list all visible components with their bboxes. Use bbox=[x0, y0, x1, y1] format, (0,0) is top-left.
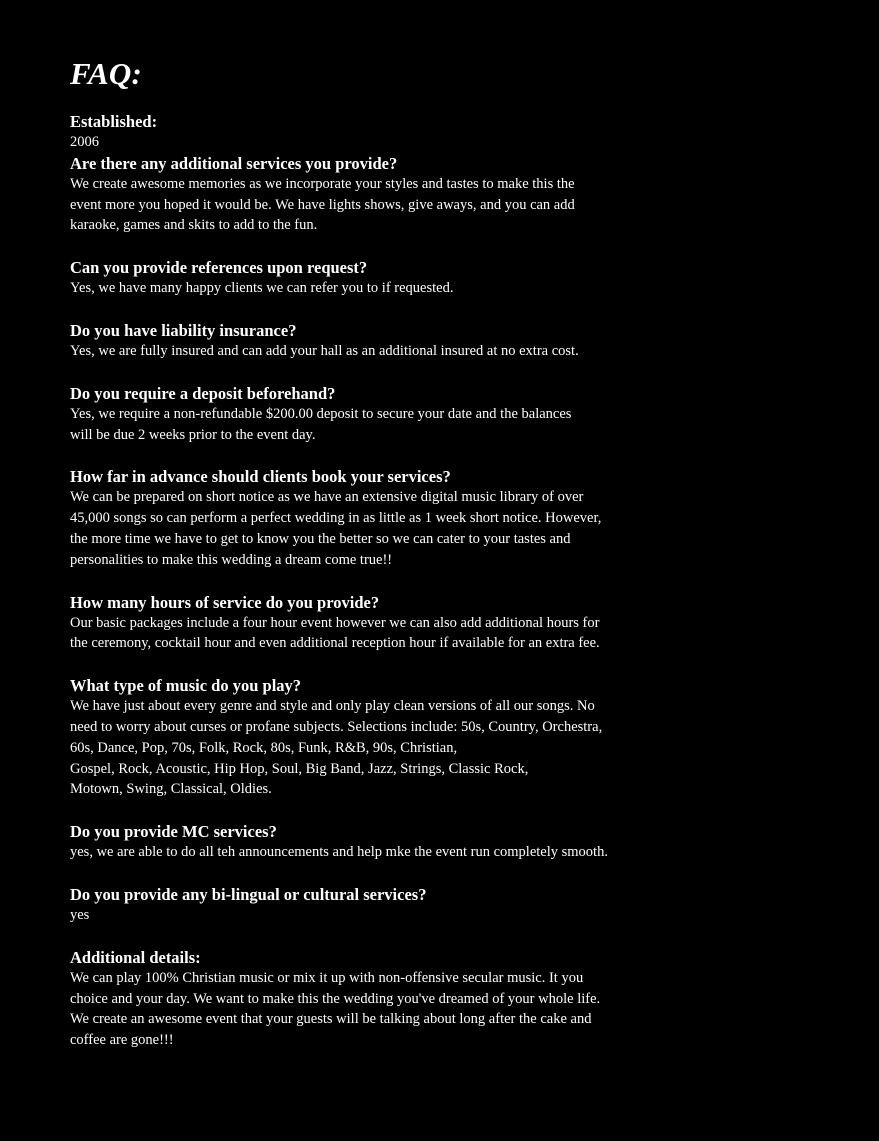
faq-question: Established: bbox=[70, 112, 158, 131]
faq-item-additional-details bbox=[70, 947, 830, 1051]
faq-answer: We create awesome memories as we incorporate your styles and tastes to make this the event more you hoped it would be. We have lights shows, give aways, and you can add karaoke, games and skits to add to the fun. bbox=[70, 175, 575, 234]
page-title: FAQ: bbox=[70, 56, 143, 91]
faq-item-music-type bbox=[70, 675, 830, 800]
faq-question: Do you have liability insurance? bbox=[70, 320, 297, 340]
faq-item-mc-services bbox=[70, 821, 830, 863]
faq-item-liability-insurance bbox=[70, 320, 830, 362]
faq-answer: Yes, we are fully insured and can add your hall as an additional insured at no extra cost. bbox=[70, 342, 579, 359]
faq-answer: Yes, we have many happy clients we can refer you to if requested. bbox=[70, 280, 454, 297]
faq-item-bilingual-services bbox=[70, 884, 830, 926]
faq-item-deposit bbox=[70, 383, 830, 446]
faq-question: How many hours of service do you provide? bbox=[70, 592, 380, 612]
faq-question: Are there any additional services you provide? bbox=[70, 153, 398, 173]
faq-question: Additional details: bbox=[70, 947, 201, 967]
faq-question: Do you require a deposit beforehand? bbox=[70, 383, 336, 403]
faq-answer: Yes, we require a non-refundable $200.00 deposit to secure your date and the balances will be due 2 weeks prior to the event day. bbox=[70, 405, 572, 443]
faq-question: How far in advance should clients book your services? bbox=[70, 467, 451, 487]
faq-item-hours-of-service bbox=[70, 592, 830, 655]
faq-item-additional-services bbox=[70, 153, 830, 236]
faq-answer: We can be prepared on short notice as we have an extensive digital music library of over 45,000 songs so can perform a perfect wedding in as little as 1 week short notice. However, the more time we have to get to know you the better so we can cater to your tastes and personalities to make this wedding a dream come true!! bbox=[70, 489, 602, 568]
faq-question: Do you provide MC services? bbox=[70, 822, 277, 842]
faq-question: Do you provide any bi-lingual or cultural services? bbox=[70, 884, 427, 904]
faq-answer: Our basic packages include a four hour event however we can also add additional hours for the ceremony, cocktail hour and even additional reception hour if available for an extra fee. bbox=[70, 614, 600, 652]
faq-answer: We can play 100% Christian music or mix it up with non-offensive secular music. It you choice and your day. We want to make this the wedding you've dreamed of your whole life. We create an awesome event that your guests will be talking about long after the cake and coffee are gone!!! bbox=[70, 969, 601, 1049]
faq-page bbox=[70, 56, 830, 1072]
faq-item-established bbox=[70, 111, 830, 153]
faq-answer: yes bbox=[70, 906, 90, 923]
faq-item-references bbox=[70, 257, 830, 299]
faq-answer: 2006 bbox=[70, 134, 99, 150]
faq-answer: We have just about every genre and style and only play clean versions of all our songs. No need to worry about curses or profane subjects. Selections include: 50s, Country, Orchestra, 60s, Dance, Pop, 70s, Folk, Rock, 80s, Funk, R&B, 90s, Christian, Gospel, Rock, Acoustic, Hip Hop, Soul, Big Band, Jazz, Strings, Classic Rock, Motown, Swing, Classical, Oldies. bbox=[70, 698, 603, 798]
faq-item-booking-advance bbox=[70, 466, 830, 570]
faq-question: Can you provide references upon request? bbox=[70, 258, 368, 278]
faq-question: What type of music do you play? bbox=[70, 676, 302, 696]
faq-answer: yes, we are able to do all teh announcements and help mke the event run completely smooth. bbox=[70, 844, 608, 861]
